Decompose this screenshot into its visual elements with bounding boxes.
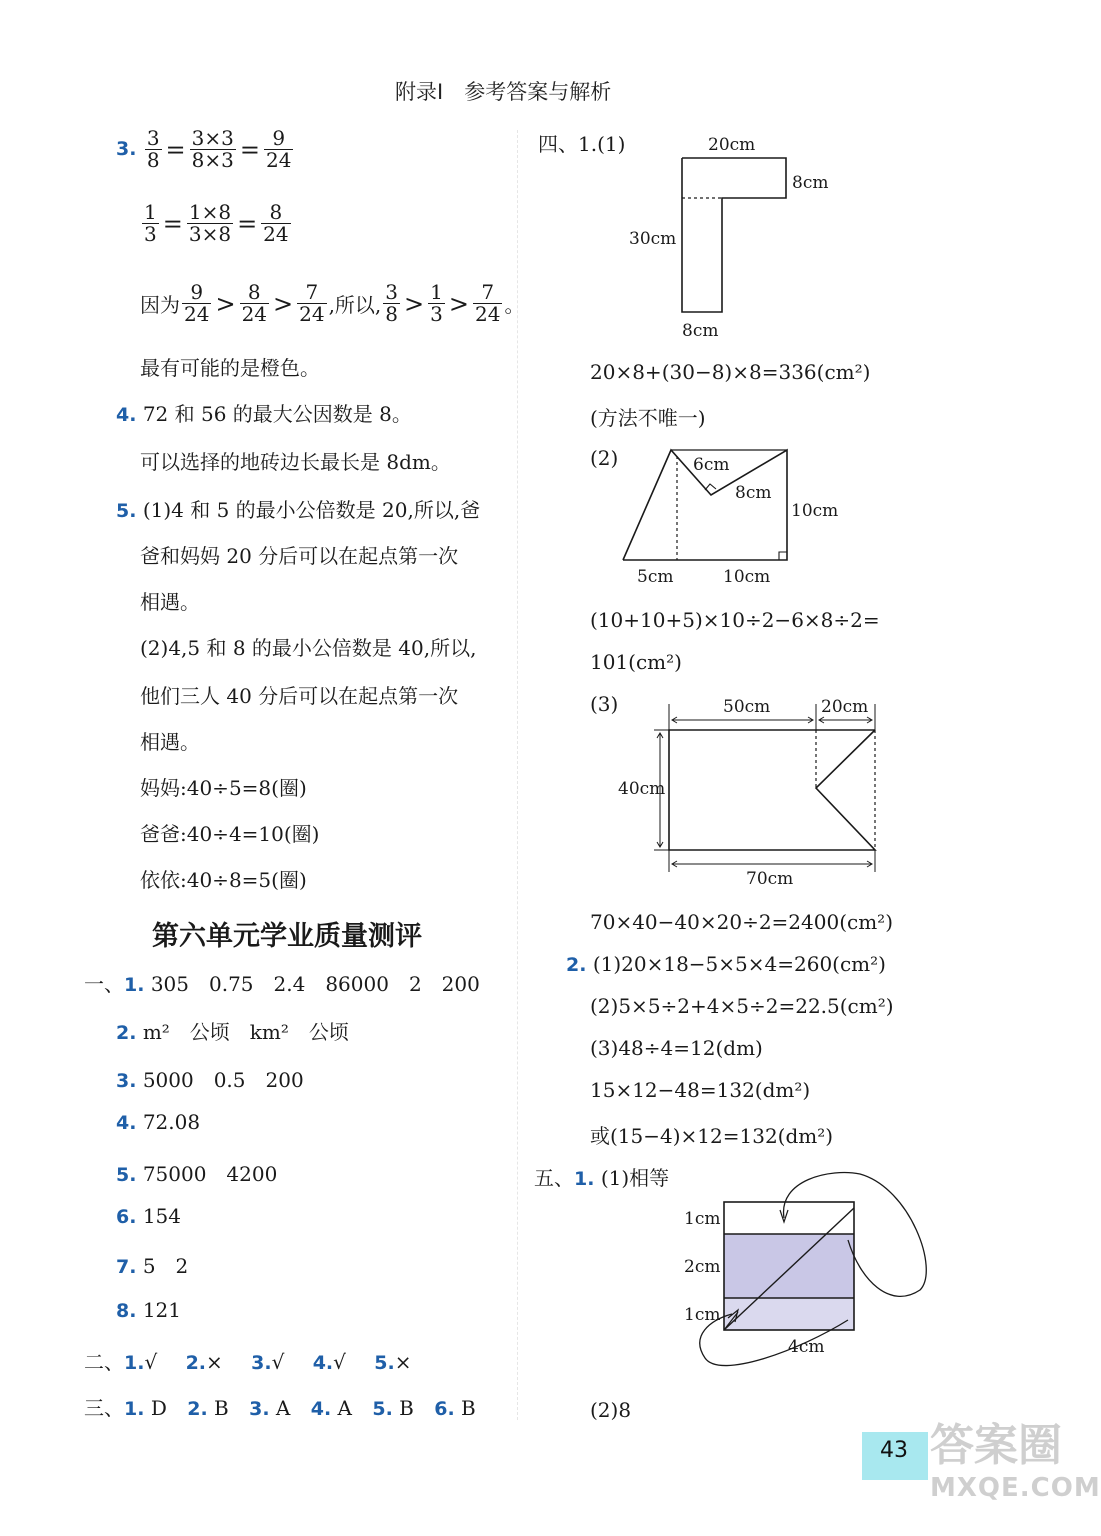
figure-striped-rectangle bbox=[680, 1160, 940, 1390]
page-number: 43 bbox=[880, 1438, 908, 1463]
q3-number: 3. bbox=[116, 138, 137, 160]
s1-item-1: 一、1. 305 0.75 2.4 86000 2 200 bbox=[84, 972, 480, 996]
p1-formula: 20×8+(30−8)×8=336(cm²) bbox=[590, 360, 871, 384]
fig2-label-8: 8cm bbox=[735, 483, 772, 503]
page-header: 附录Ⅰ 参考答案与解析 bbox=[395, 80, 612, 104]
figure-trapezoid bbox=[615, 440, 865, 590]
q3-eq2: $\frac{1}{3}$ = $\frac{1\times 8}{3\times 8}$ = $\frac{8}{24}$ bbox=[144, 200, 289, 246]
p3-formula: 70×40−40×20÷2=2400(cm²) bbox=[590, 910, 893, 934]
q3-comparison: 因为 $\frac{9}{24}$ > $\frac{8}{24}$ > $\frac{7}{24}$ ,所以, $\frac{3}{8}$ > $\frac{1}{3}$ > $\frac{7}{24}$ 。 bbox=[140, 280, 525, 326]
fig1-label-left: 30cm bbox=[629, 229, 677, 249]
s1-item-7: 7. 5 2 bbox=[116, 1254, 189, 1278]
l-shape-outline bbox=[682, 158, 786, 312]
fig2-label-10-right: 10cm bbox=[791, 501, 839, 521]
q5-line6: 相遇。 bbox=[140, 730, 200, 754]
fig2-label-6: 6cm bbox=[693, 455, 730, 475]
q5-line2: 爸和妈妈 20 分后可以在起点第一次 bbox=[140, 544, 459, 568]
figure-notched-rectangle bbox=[610, 690, 900, 890]
unit-title: 第六单元学业质量测评 bbox=[152, 921, 422, 952]
q5-line7: 妈妈:40÷5=8(圈) bbox=[140, 776, 307, 800]
q2-line5: 或(15−4)×12=132(dm²) bbox=[590, 1124, 834, 1148]
fig2-label-5: 5cm bbox=[637, 567, 674, 587]
fig3-label-20: 20cm bbox=[821, 697, 869, 717]
fig3-label-50: 50cm bbox=[723, 697, 771, 717]
s1-item-3: 3. 5000 0.5 200 bbox=[116, 1068, 304, 1092]
s4-q1-label: 四、1.(1) bbox=[538, 132, 626, 156]
s1-item-2: 2. m² 公顷 km² 公顷 bbox=[116, 1020, 349, 1044]
fig3-label-70: 70cm bbox=[746, 869, 794, 889]
fig4-label-2cm: 2cm bbox=[684, 1257, 721, 1277]
q5-line8: 爸爸:40÷4=10(圈) bbox=[140, 822, 320, 846]
q2-line4: 15×12−48=132(dm²) bbox=[590, 1078, 811, 1102]
fig2-label-10-bottom: 10cm bbox=[723, 567, 771, 587]
s1-item-4: 4. 72.08 bbox=[116, 1110, 201, 1134]
q5-line4: (2)4,5 和 8 的最小公倍数是 40,所以, bbox=[140, 636, 477, 660]
s1-item-6: 6. 154 bbox=[116, 1204, 181, 1228]
q2-line3: (3)48÷4=12(dm) bbox=[590, 1036, 763, 1060]
s5-q1-label: 五、1. (1)相等 bbox=[534, 1166, 670, 1190]
fig4-label-1cm-top: 1cm bbox=[684, 1209, 721, 1229]
p2-label: (2) bbox=[590, 446, 619, 470]
s3-row: 三、1. D 2. B 3. A 4. A 5. B 6. B bbox=[84, 1396, 476, 1420]
fig4-label-1cm-bottom: 1cm bbox=[684, 1305, 721, 1325]
fig1-label-right: 8cm bbox=[792, 173, 829, 193]
fig3-label-40: 40cm bbox=[618, 779, 666, 799]
q5-line3: 相遇。 bbox=[140, 590, 200, 614]
fig1-label-top: 20cm bbox=[708, 135, 756, 155]
q2-line2: (2)5×5÷2+4×5÷2=22.5(cm²) bbox=[590, 994, 894, 1018]
s2-row: 二、1.√ 2.× 3.√ 4.√ 5.× bbox=[84, 1350, 412, 1374]
p3-label: (3) bbox=[590, 692, 619, 716]
stripe-shaded-bottom bbox=[724, 1298, 854, 1330]
s1-item-5: 5. 75000 4200 bbox=[116, 1162, 278, 1186]
fig4-label-4cm: 4cm bbox=[788, 1337, 825, 1357]
q5-line9: 依依:40÷8=5(圈) bbox=[140, 868, 307, 892]
q4-line2: 可以选择的地砖边长最长是 8dm。 bbox=[140, 450, 451, 474]
right-angle-mark-bottom bbox=[779, 552, 787, 560]
p2-formula-line2: 101(cm²) bbox=[590, 650, 682, 674]
s5-q1-part2: (2)8 bbox=[590, 1398, 632, 1422]
stripe-shaded-middle bbox=[724, 1234, 854, 1298]
s1-item-8: 8. 121 bbox=[116, 1298, 181, 1322]
notched-rect-outline bbox=[669, 730, 875, 850]
q4-line1: 4. 72 和 56 的最大公因数是 8。 bbox=[116, 402, 412, 426]
p2-formula-line1: (10+10+5)×10÷2−6×8÷2= bbox=[590, 608, 880, 632]
p1-note: (方法不唯一) bbox=[590, 406, 706, 430]
fig1-label-bottom: 8cm bbox=[682, 321, 719, 341]
q2-line1: 2. (1)20×18−5×5×4=260(cm²) bbox=[566, 952, 886, 976]
q3-eq1: 3. $\frac{3}{8}$ = $\frac{3\times 3}{8\times 3}$ = $\frac{9}{24}$ bbox=[116, 126, 292, 172]
q5-line5: 他们三人 40 分后可以在起点第一次 bbox=[140, 684, 459, 708]
q5-line1: 5. (1)4 和 5 的最小公倍数是 20,所以,爸 bbox=[116, 498, 481, 522]
figure-l-shape bbox=[620, 130, 860, 345]
q3-conclusion: 最有可能的是橙色。 bbox=[140, 356, 320, 380]
watermark: 答案圈 MXQE.COM bbox=[930, 1420, 1101, 1503]
